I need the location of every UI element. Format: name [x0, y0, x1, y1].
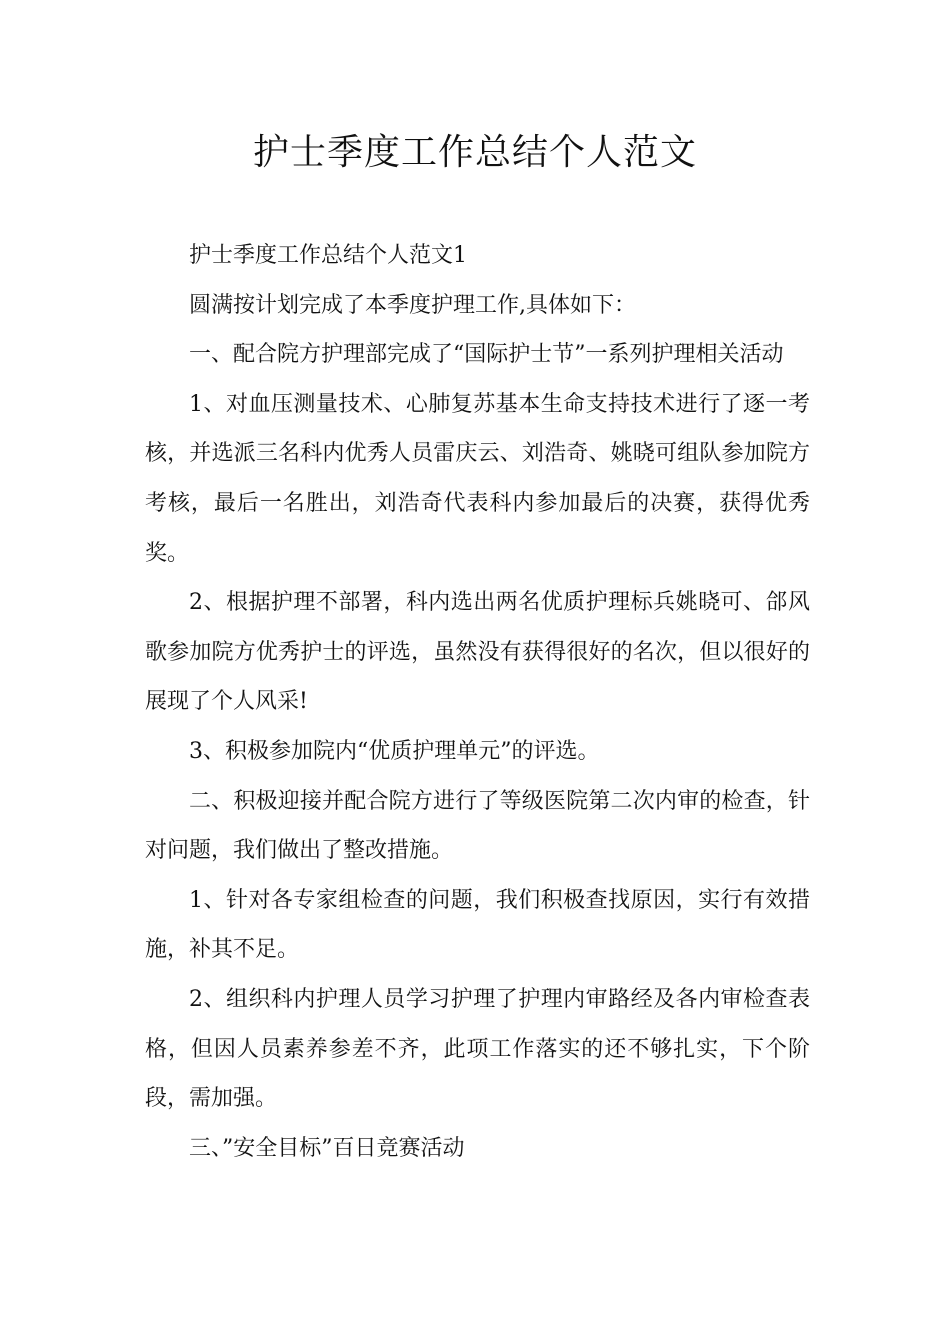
- paragraph-section-1-heading: 一、配合院方护理部完成了“国际护士节”一系列护理相关活动: [189, 342, 784, 368]
- paragraph-section-2-item-2: 2、组织科内护理人员学习护理了护理内审路经及各内审检查表格，但因人员素养参差不齐，此项工作落实的还不够扎实，下个阶段，需加强。: [145, 986, 810, 1112]
- paragraph-section-1-item-2: 2、根据护理不部署，科内选出两名优质护理标兵姚晓可、郃风歌参加院方优秀护士的评选，虽然没有获得很好的名次，但以很好的展现了个人风采!: [145, 590, 810, 715]
- paragraph-section-3-heading: 三、”安全目标”百日竞赛活动: [189, 1135, 465, 1161]
- paragraph-section-2-heading: 二、积极迎接并配合院方进行了等级医院第二次内审的检查，针对问题，我们做出了整改措施。: [145, 788, 810, 864]
- paragraph-intro: 圆满按计划完成了本季度护理工作,具体如下：: [189, 292, 636, 318]
- paragraph-section-1-item-1: 1、对血压测量技术、心肺复苏基本生命支持技术进行了逐一考核，并选派三名科内优秀人员雷庆云、刘浩奇、姚晓可组队参加院方考核，最后一名胜出，刘浩奇代表科内参加最后的决赛，获得优秀奖。: [145, 391, 810, 566]
- document-body: [145, 231, 810, 1173]
- paragraph-subtitle: 护士季度工作总结个人范文1: [189, 243, 467, 268]
- paragraph-section-2-item-1: 1、针对各专家组检查的问题，我们积极查找原因，实行有效措施，补其不足。: [145, 887, 810, 963]
- paragraph-section-1-item-3: 3、积极参加院内“优质护理单元”的评选。: [189, 738, 600, 764]
- document-title: 护士季度工作总结个人范文: [252, 132, 697, 173]
